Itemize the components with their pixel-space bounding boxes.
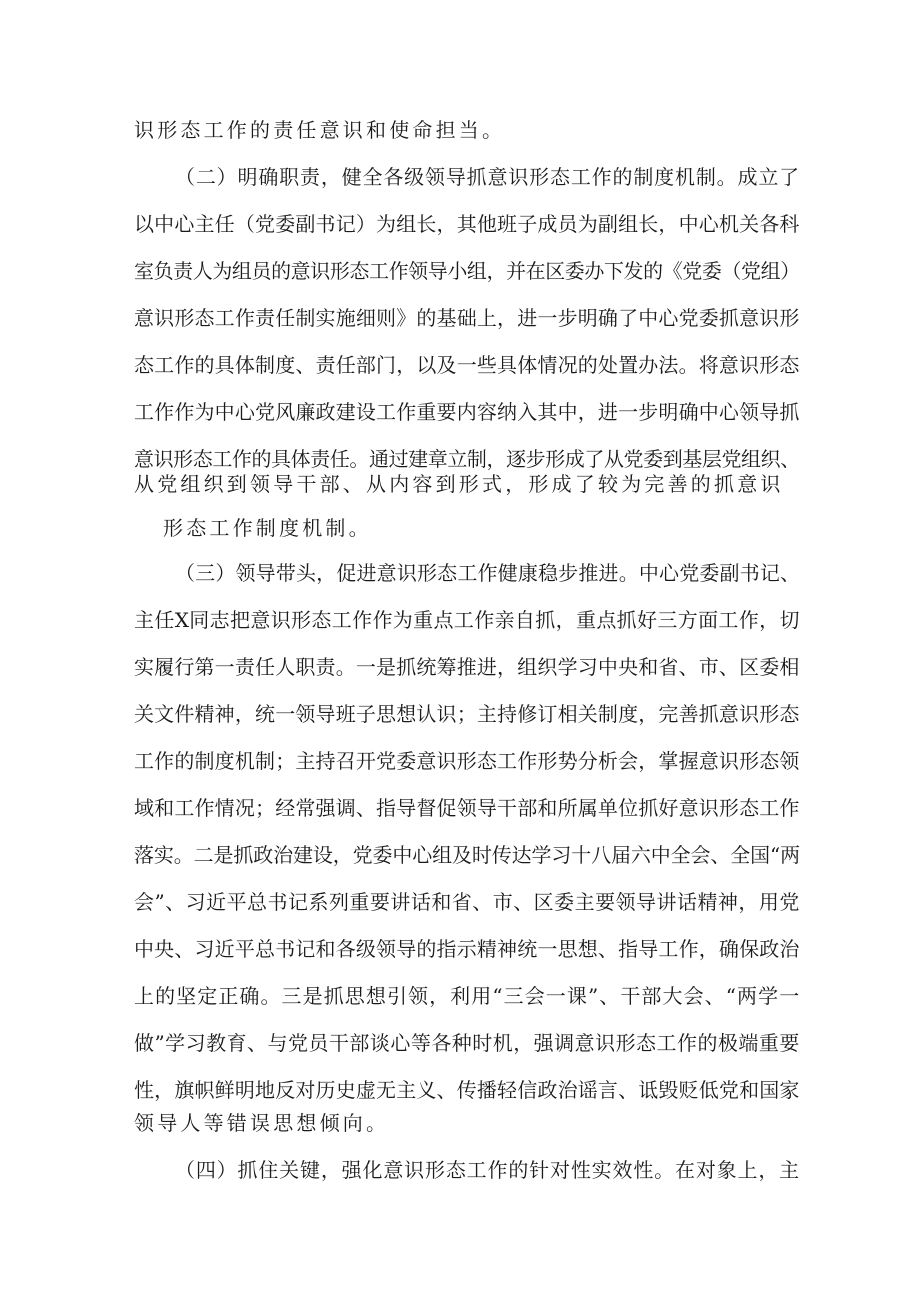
text-line: 主任X同志把意识形态工作作为重点工作亲自抓，重点抓好三方面工作，切 xyxy=(134,608,800,632)
text-line: 实履行第一责任人职责。一是抓统筹推进，组织学习中央和省、市、区委相 xyxy=(134,655,800,679)
text-line: 域和工作情况；经常强调、指导督促领导干部和所属单位抓好意识形态工作 xyxy=(134,796,800,820)
text-line: 态工作的具体制度、责任部门，以及一些具体情况的处置办法。将意识形态 xyxy=(134,353,800,377)
text-line: 领导人等错误思想倾向。 xyxy=(134,1111,390,1135)
text-line: 意识形态工作的具体责任。通过建章立制，逐步形成了从党委到基层党组织、 xyxy=(134,447,800,471)
text-line: 室负责人为组员的意识形态工作领导小组，并在区委办下发的《党委（党组） xyxy=(134,259,800,283)
text-line: 意识形态工作责任制实施细则》的基础上，进一步明确了中心党委抓意识形 xyxy=(134,306,800,330)
text-line: 中央、习近平总书记和各级领导的指示精神统一思想、指导工作，确保政治 xyxy=(134,937,800,961)
text-line: 上的坚定正确。三是抓思想引领，利用“三会一课”、干部大会、“两学一 xyxy=(134,984,801,1008)
text-line: 关文件精神，统一领导班子思想认识；主持修订相关制度，完善抓意识形态 xyxy=(134,702,800,726)
text-line: 工作的制度机制；主持召开党委意识形态工作形势分析会，掌握意识形态领 xyxy=(134,749,800,773)
text-line: 会”、习近平总书记系列重要讲话和省、市、区委主要领导讲话精神，用党 xyxy=(134,890,800,914)
text-line: 性，旗帜鲜明地反对历史虚无主义、传播轻信政治谣言、诋毁贬低党和国家 xyxy=(134,1078,800,1102)
text-line: 以中心主任（党委副书记）为组长，其他班子成员为副组长，中心机关各科 xyxy=(134,212,800,236)
text-line: 形态工作制度机制。 xyxy=(163,516,372,540)
section-heading-3: （三）领导带头，促进意识形态工作健康稳步推进。中心党委副书记、 xyxy=(175,561,801,585)
section-heading-2: （二）明确职责，健全各级领导抓意识形态工作的制度机制。成立了 xyxy=(175,165,800,189)
text-line: 工作作为中心党风廉政建设工作重要内容纳入其中，进一步明确中心领导抓 xyxy=(134,400,800,424)
text-line: 做”学习教育、与党员干部谈心等各种时机，强调意识形态工作的极端重要 xyxy=(134,1031,800,1055)
text-line: 落实。二是抓政治建设，党委中心组及时传达学习十八届六中全会、全国“两 xyxy=(134,843,801,867)
section-heading-4: （四）抓住关键，强化意识形态工作的针对性实效性。在对象上，主 xyxy=(175,1158,800,1182)
text-line: 从党组织到领导干部、从内容到形式，形成了较为完善的抓意识 xyxy=(134,472,784,496)
text-line: 识形态工作的责任意识和使命担当。 xyxy=(134,118,506,142)
